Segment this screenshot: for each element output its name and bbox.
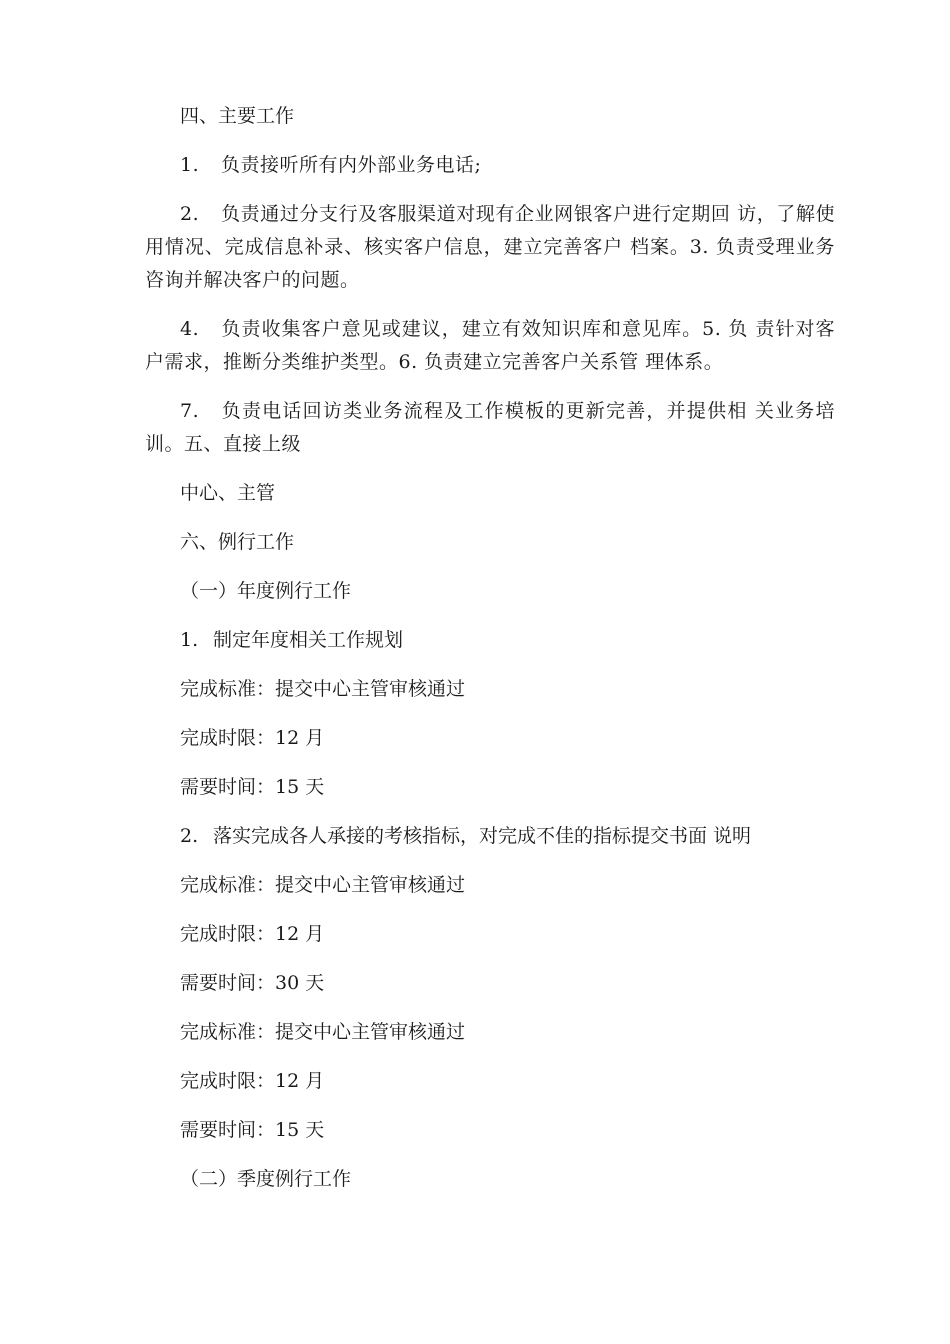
duty-item-1 [145,149,835,182]
duty-item-2 [145,198,835,297]
duty-text: 负责接听所有内外部业务电话; [221,154,482,176]
task-number: 2. [180,825,199,847]
task-title-text: 落实完成各人承接的考核指标，对完成不佳的指标提交书面 说明 [213,825,752,847]
task-standard: 完成标准：提交中心主管审核通过 [180,678,466,700]
duty-text: 负责电话回访类业务流程及工作模板的更新完善，并提供相 关业务培训。五、直接上级 [145,400,835,455]
duty-item-4 [145,313,835,379]
subheading-annual-routine: （一）年度例行工作 [180,580,352,602]
section-heading-main-duties: 四、主要工作 [180,105,295,127]
task-title-1 [145,624,835,657]
task-duration: 需要时间：15 天 [180,776,325,798]
section-heading-routine-work: 六、例行工作 [180,531,295,553]
duty-number: 7. [180,400,200,422]
task-number: 1. [180,629,199,651]
task-deadline: 完成时限：12 月 [180,727,325,749]
task-duration: 需要时间：15 天 [180,1119,325,1141]
duty-item-7 [145,395,835,461]
task-title-text: 制定年度相关工作规划 [213,629,404,651]
subheading-quarterly-routine: （二）季度例行工作 [180,1168,352,1190]
task-deadline: 完成时限：12 月 [180,1070,325,1092]
duty-text: 负责通过分支行及客服渠道对现有企业网银客户进行定期回 访，了解使用情况、完成信息补录、核实客户信息，建立完善客户 档案。3. 负责受理业务咨询并解决客户的问题。 [145,203,835,291]
task-title-2 [145,820,835,853]
task-duration: 需要时间：30 天 [180,972,325,994]
task-standard: 完成标准：提交中心主管审核通过 [180,1021,466,1043]
duty-number: 1. [180,154,200,176]
duty-text: 负责收集客户意见或建议，建立有效知识库和意见库。5. 负 责针对客户需求，推断分类维护类型。6. 负责建立完善客户关系管 理体系。 [145,318,835,373]
task-deadline: 完成时限：12 月 [180,923,325,945]
supervisor-text: 中心、主管 [180,482,276,504]
duty-number: 2. [180,203,200,225]
document-body [145,100,835,1212]
duty-number: 4. [180,318,200,340]
task-standard: 完成标准：提交中心主管审核通过 [180,874,466,896]
